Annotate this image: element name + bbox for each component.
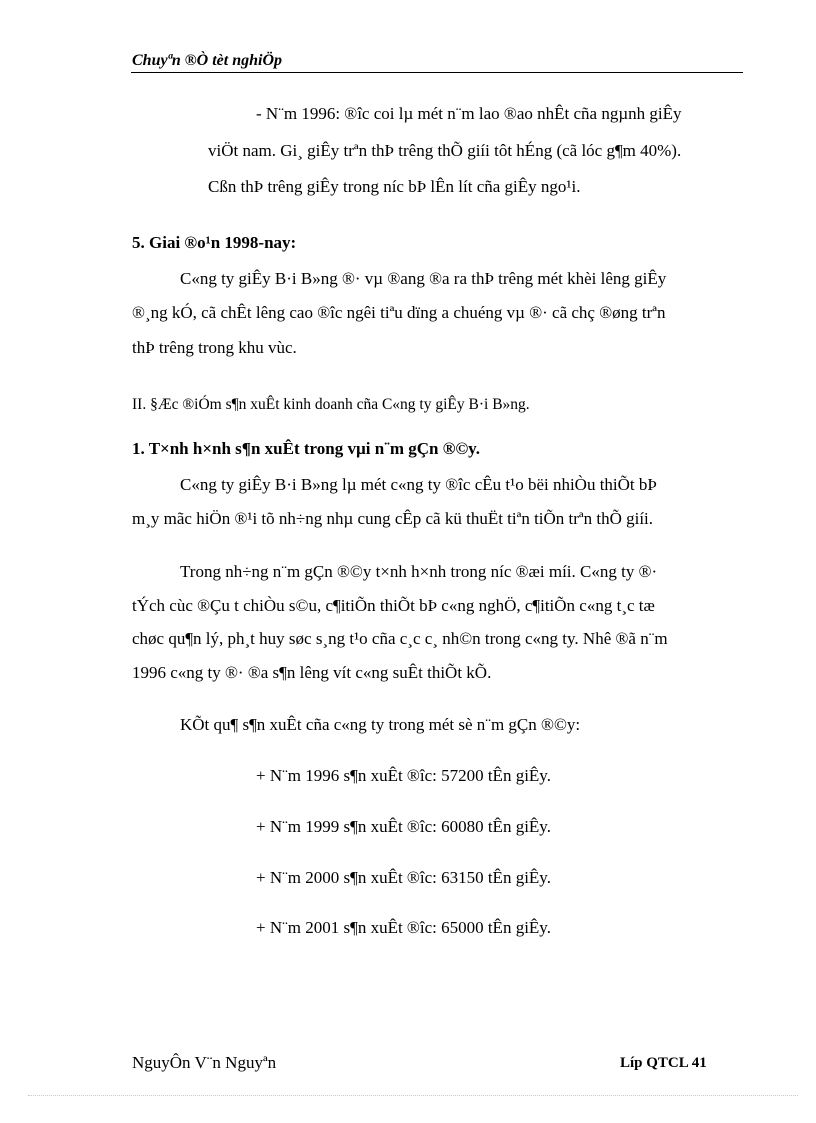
section-5-line-1: C«ng ty giÊy B·i B»ng ®· vµ ®ang ®a ra thÞ trêng mét khèi lêng giÊy <box>180 269 667 288</box>
section-II-heading: II. §Æc ®iÓm s¶n xuÊt kinh doanh cña C«ng ty giÊy B·i B»ng. <box>132 396 530 413</box>
section-5-line-2: ®¸ng kÓ, cã chÊt lêng cao ®îc ngêi tiªu dïng a chuéng vµ ®· cã chç ®øng trªn <box>132 303 666 322</box>
header-rule <box>131 72 743 73</box>
subsection-1-para1-line-2: m¸y mãc hiÖn ®¹i tõ nh÷ng nhµ cung cÊp cã kü thuËt tiªn tiÕn trªn thÕ giíi. <box>132 509 654 528</box>
footer-author: NguyÔn V¨n Nguyªn <box>132 1053 277 1072</box>
results-intro: KÕt qu¶ s¶n xuÊt cña c«ng ty trong mét sè n¨m gÇn ®©y: <box>180 715 581 734</box>
section-5-line-3: thÞ trêng trong khu vùc. <box>132 338 297 357</box>
result-2000: + N¨m 2000 s¶n xuÊt ®îc: 63150 tÊn giÊy. <box>256 868 551 887</box>
footer-class: Líp QTCL 41 <box>620 1055 707 1071</box>
result-1996: + N¨m 1996 s¶n xuÊt ®îc: 57200 tÊn giÊy. <box>256 766 551 785</box>
paragraph-1996-line-2: viÖt nam. Gi¸ giÊy trªn thÞ trêng thÕ giíi tôt hÉng (cã lóc g¶m 40%). <box>208 141 682 160</box>
subsection-1-para1-line-1: C«ng ty giÊy B·i B»ng lµ mét c«ng ty ®îc cÊu t¹o bëi nhiÒu thiÕt bÞ <box>180 475 657 494</box>
subsection-1-heading: 1. T×nh h×nh s¶n xuÊt trong vµi n¨m gÇn ®©y. <box>132 439 480 458</box>
subsection-1-para2-line-3: chøc qu¶n lý, ph¸t huy søc s¸ng t¹o cña c¸c c¸ nh©n trong c«ng ty. Nhê ®ã n¨m <box>132 629 668 648</box>
subsection-1-para2-line-4: 1996 c«ng ty ®· ®a s¶n lêng vít c«ng suÊt thiÕt kÕ. <box>132 663 492 682</box>
subsection-1-para2-line-2: tÝch cùc ®Çu t chiÒu s©u, c¶itiÕn thiÕt bÞ c«ng nghÖ, c¶itiÕn c«ng t¸c tæ <box>132 596 655 615</box>
subsection-1-para2-line-1: Trong nh÷ng n¨m gÇn ®©y t×nh h×nh trong níc ®æi míi. C«ng ty ®· <box>180 562 658 581</box>
result-1999: + N¨m 1999 s¶n xuÊt ®îc: 60080 tÊn giÊy. <box>256 817 551 836</box>
paragraph-1996-line-1: - N¨m 1996: ®îc coi lµ mét n¨m lao ®ao nhÊt cña ngµnh giÊy <box>256 104 682 123</box>
section-5-heading: 5. Giai ®o¹n 1998-nay: <box>132 233 297 252</box>
page-bottom-divider <box>28 1095 798 1096</box>
result-2001: + N¨m 2001 s¶n xuÊt ®îc: 65000 tÊn giÊy. <box>256 918 551 937</box>
paragraph-1996-line-3: Cßn thÞ trêng giÊy trong níc bÞ lÊn lít cña giÊy ngo¹i. <box>208 177 581 196</box>
document-header-title: Chuyªn ®Ò tèt nghiÖp <box>132 52 283 69</box>
